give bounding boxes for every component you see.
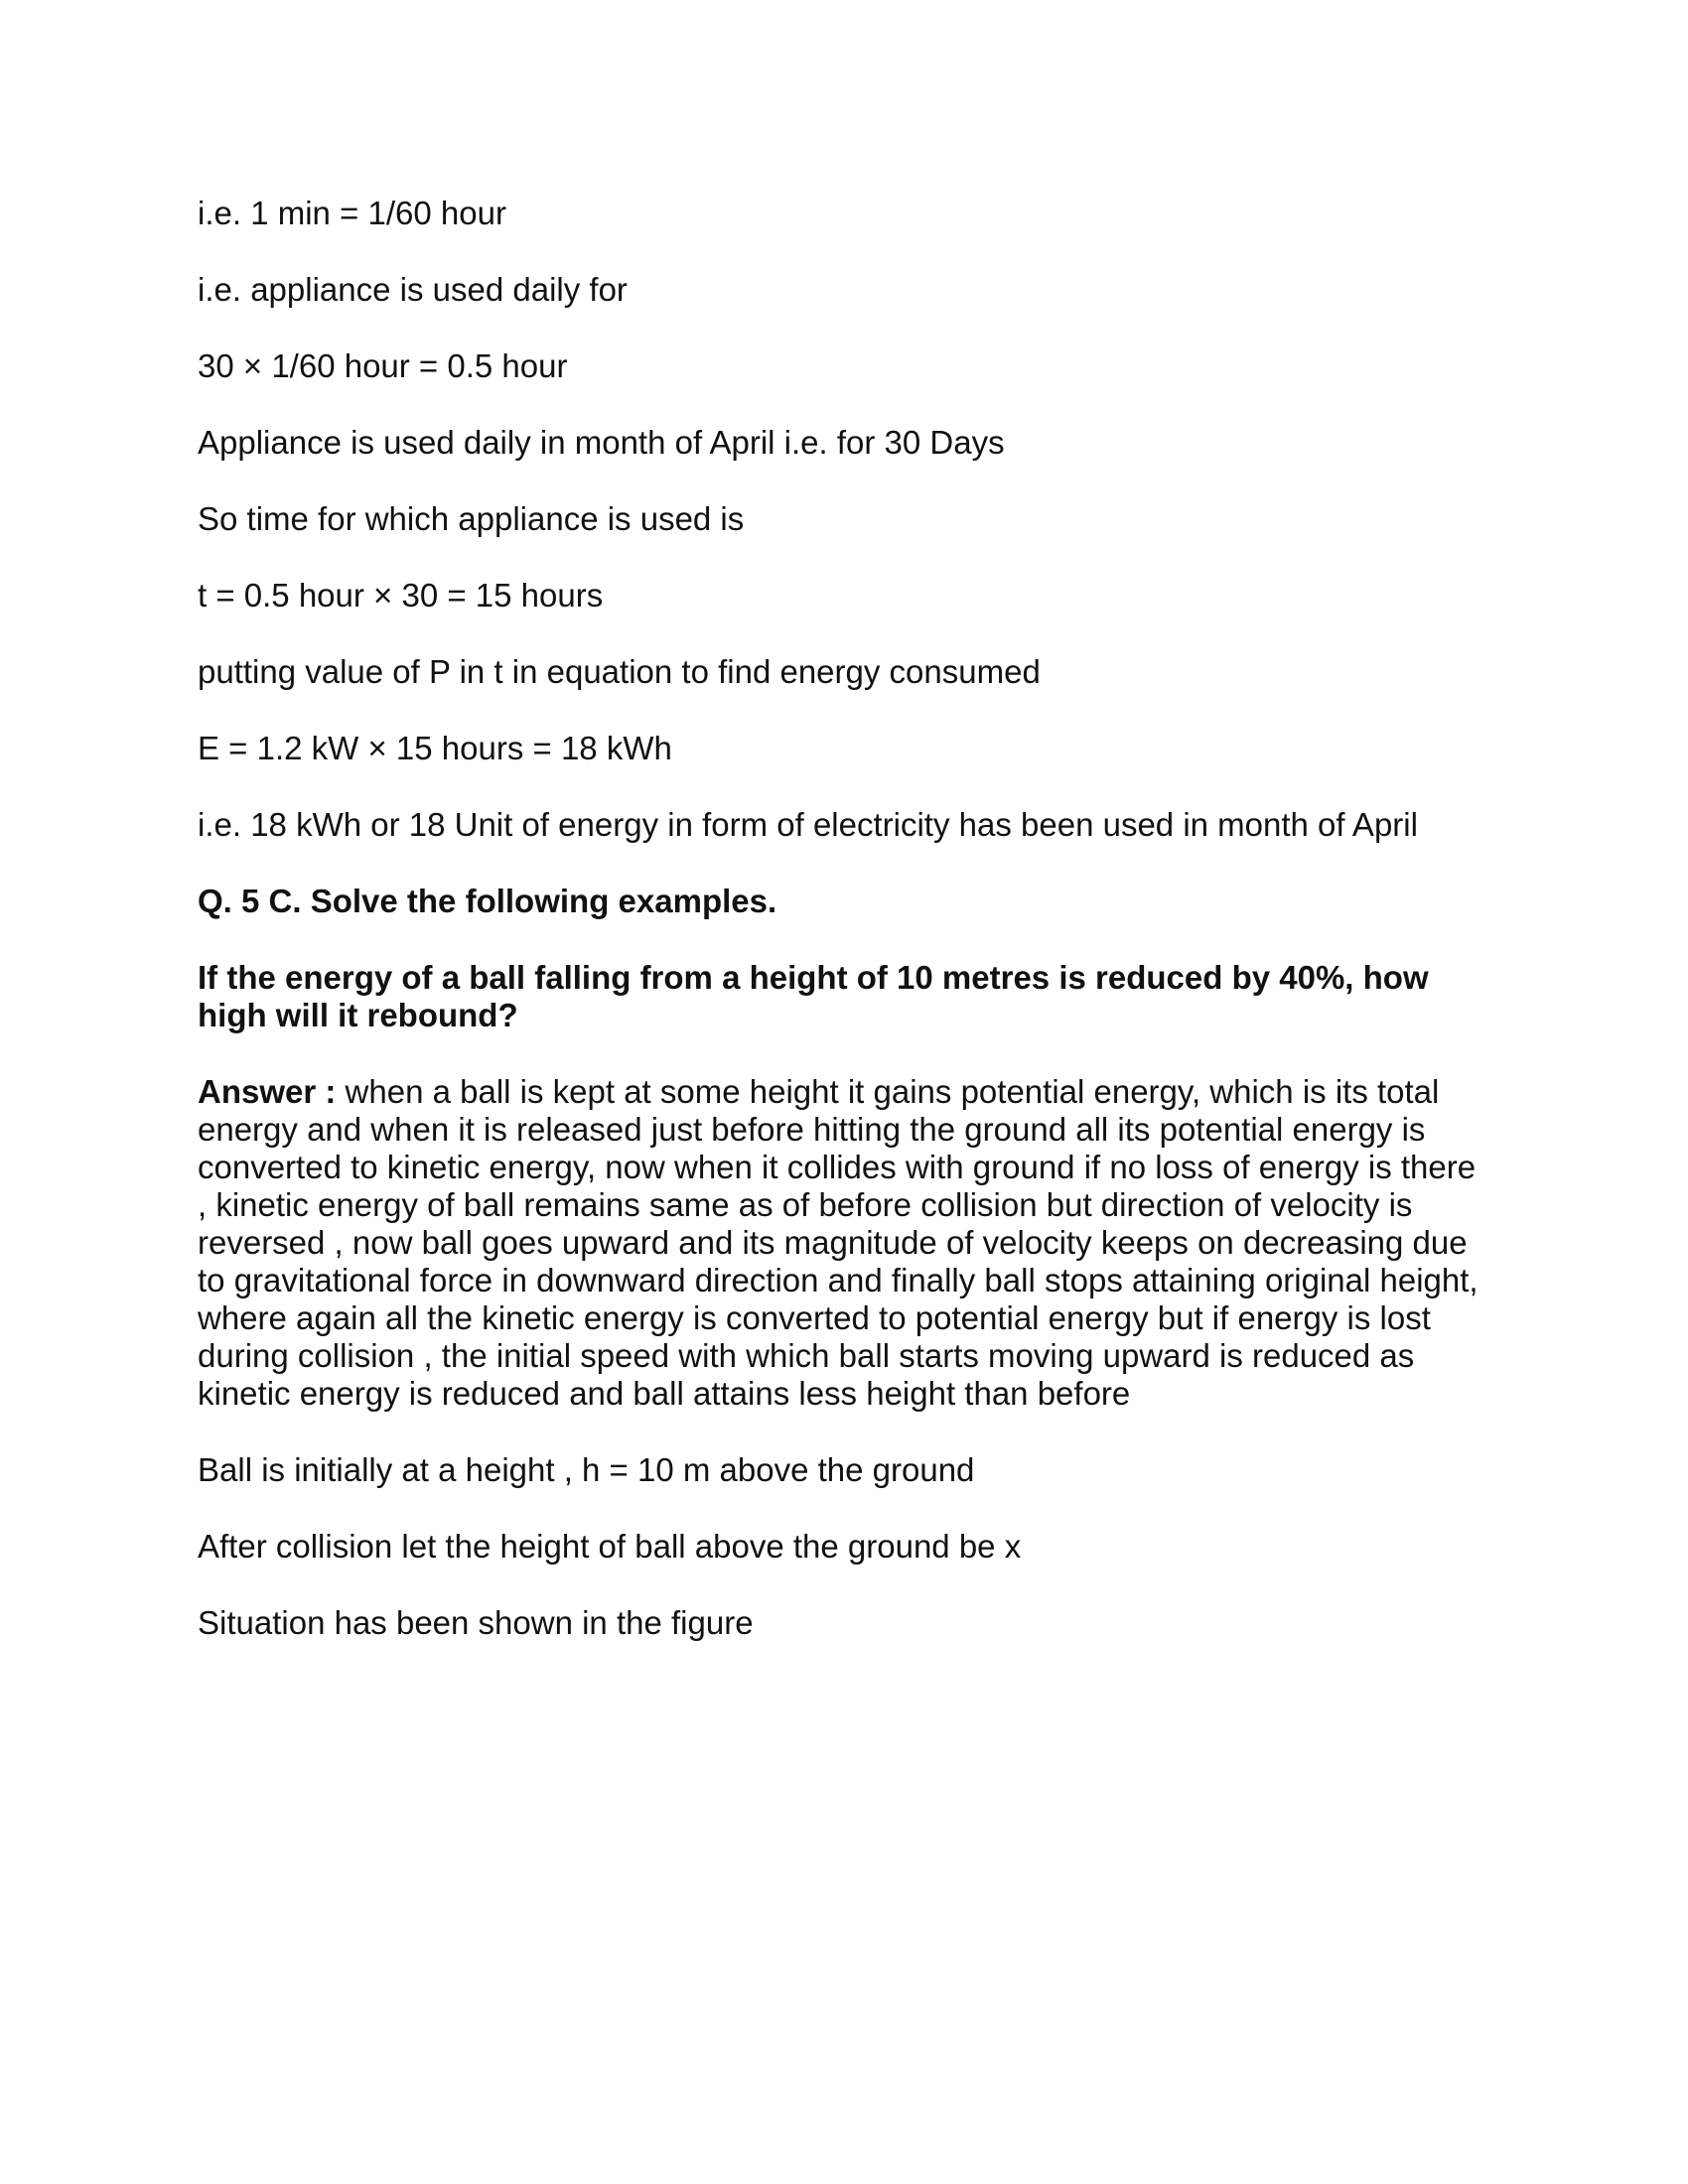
text-line: Appliance is used daily in month of April i.e. for 30 Days xyxy=(198,424,1005,461)
text-line: E = 1.2 kW × 15 hours = 18 kWh xyxy=(198,730,672,766)
answer-text: when a ball is kept at some height it gains potential energy, which is its total energy and when it is released just before hitting the ground all its potential energy is converted to kinetic energy, now when it collides with ground if no loss of energy is there , kinetic energy of ball remains same as of before collision but direction of velocity is reversed , now ball goes upward and its magnitude of velocity keeps on decreasing due to gravitational force in downward direction and finally ball stops attaining original height, where again all the kinetic energy is converted to potential energy but if energy is lost during collision , the initial speed with which ball starts moving upward is reduced as kinetic energy is reduced and ball attains less height than before xyxy=(198,1073,1478,1412)
text-line: t = 0.5 hour × 30 = 15 hours xyxy=(198,577,604,614)
text-line: 30 × 1/60 hour = 0.5 hour xyxy=(198,347,568,384)
question-heading: Q. 5 C. Solve the following examples. xyxy=(198,883,777,919)
answer-label: Answer : xyxy=(198,1073,337,1110)
answer-paragraph xyxy=(198,1073,1488,1413)
page-content xyxy=(198,195,1488,1681)
closing-line: Situation has been shown in the figure xyxy=(198,1604,754,1641)
question-text: If the energy of a ball falling from a height of 10 metres is reduced by 40%, how high will it rebound? xyxy=(198,959,1429,1033)
closing-line: After collision let the height of ball above the ground be x xyxy=(198,1528,1022,1565)
text-line: i.e. appliance is used daily for xyxy=(198,271,628,308)
closing-line: Ball is initially at a height , h = 10 m above the ground xyxy=(198,1451,975,1488)
text-line: putting value of P in t in equation to find energy consumed xyxy=(198,653,1041,690)
text-line: So time for which appliance is used is xyxy=(198,500,745,537)
text-line: i.e. 1 min = 1/60 hour xyxy=(198,195,506,231)
text-line: i.e. 18 kWh or 18 Unit of energy in form of electricity has been used in month of April xyxy=(198,806,1418,843)
